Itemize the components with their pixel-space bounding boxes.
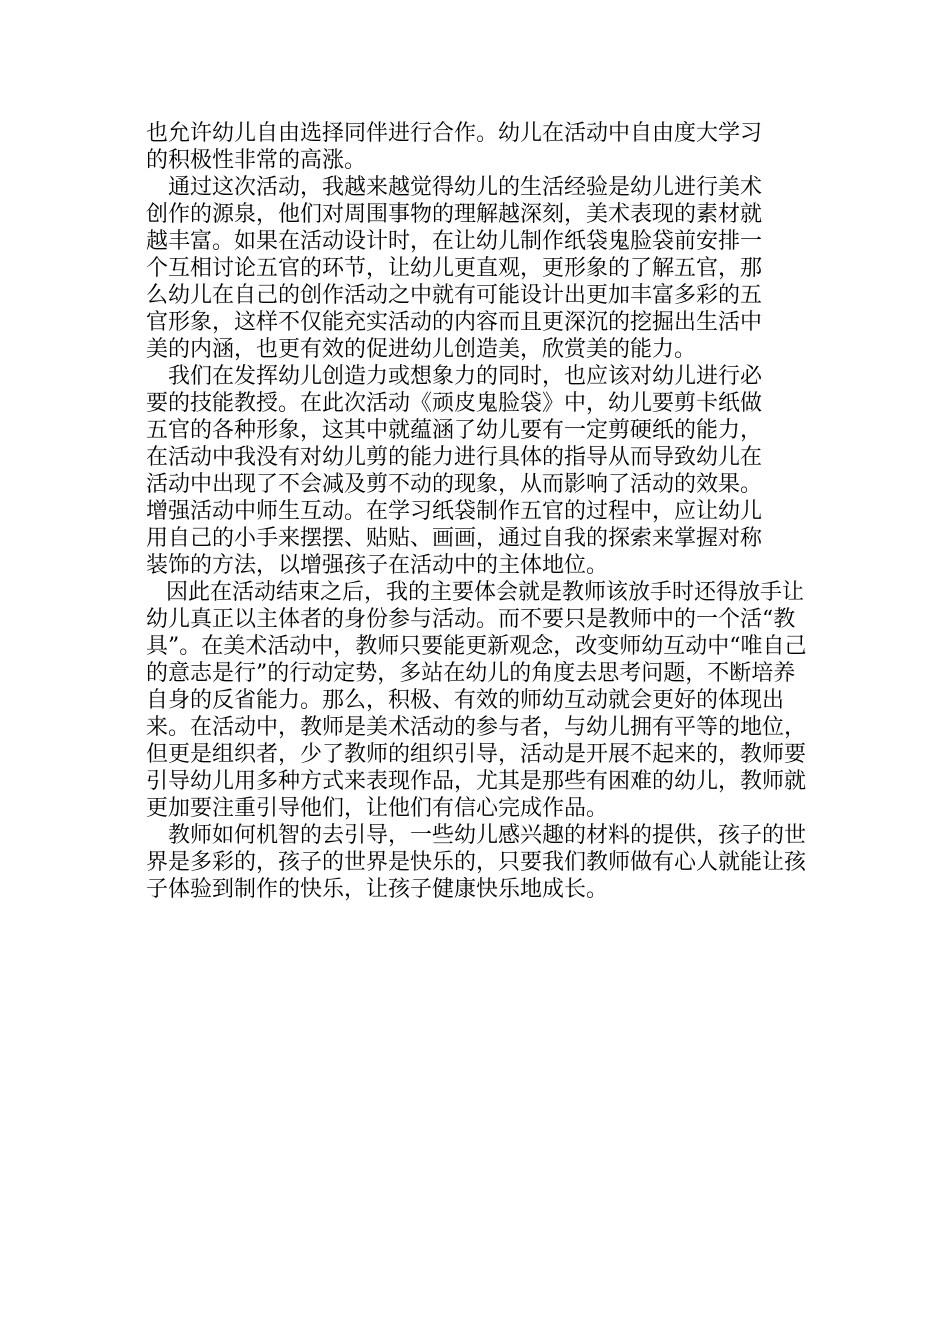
- paragraph-1: 也允许幼儿自由选择同伴进行合作。幼儿在活动中自由度大学习的积极性非常的高涨。: [146, 121, 763, 173]
- paragraph-4: 因此在活动结束之后，我的主要体会就是教师该放手时还得放手让幼儿真正以主体者的身份参与活动。而不要只是教师中的一个活“教具”。在美术活动中，教师只要能更新观念，改变师幼互动中“唯自己的意志是行”的行动定势，多站在幼儿的角度去思考问题，不断培养自身的反省能力。那么，积极、有效的师幼互动就会更好的体现出来。在活动中，教师是美术活动的参与者，与幼儿拥有平等的地位，但更是组织者，少了教师的组织引导，活动是开展不起来的，教师要引导幼儿用多种方式来表现作品，尤其是那些有困难的幼儿，教师就更加要注重引导他们，让他们有信心完成作品。: [146, 580, 807, 821]
- paragraph-3: 我们在发挥幼儿创造力或想象力的同时，也应该对幼儿进行必要的技能教授。在此次活动《顽皮鬼脸袋》中，幼儿要剪卡纸做五官的各种形象，这其中就蕴涵了幼儿要有一定剪硬纸的能力，在活动中我没有对幼儿剪的能力进行具体的指导从而导致幼儿在活动中出现了不会减及剪不动的现象，从而影响了活动的效果。增强活动中师生互动。在学习纸袋制作五官的过程中，应让幼儿用自己的小手来摆摆、贴贴、画画，通过自我的探索来掌握对称装饰的方法，以增强孩子在活动中的主体地位。: [146, 364, 763, 578]
- paragraph-5: 教师如何机智的去引导，一些幼儿感兴趣的材料的提供，孩子的世界是多彩的，孩子的世界是快乐的，只要我们教师做有心人就能让孩子体验到制作的快乐，让孩子健康快乐地成长。: [146, 823, 807, 902]
- document-body: [146, 120, 811, 903]
- paragraph-2: 通过这次活动，我越来越觉得幼儿的生活经验是幼儿进行美术创作的源泉，他们对周围事物的理解越深刻，美术表现的素材就越丰富。如果在活动设计时，在让幼儿制作纸袋鬼脸袋前安排一个互相讨论五官的环节，让幼儿更直观，更形象的了解五官，那么幼儿在自己的创作活动之中就有可能设计出更加丰富多彩的五官形象，这样不仅能充实活动的内容而且更深沉的挖掘出生活中美的内涵，也更有效的促进幼儿创造美，欣赏美的能力。: [146, 175, 763, 362]
